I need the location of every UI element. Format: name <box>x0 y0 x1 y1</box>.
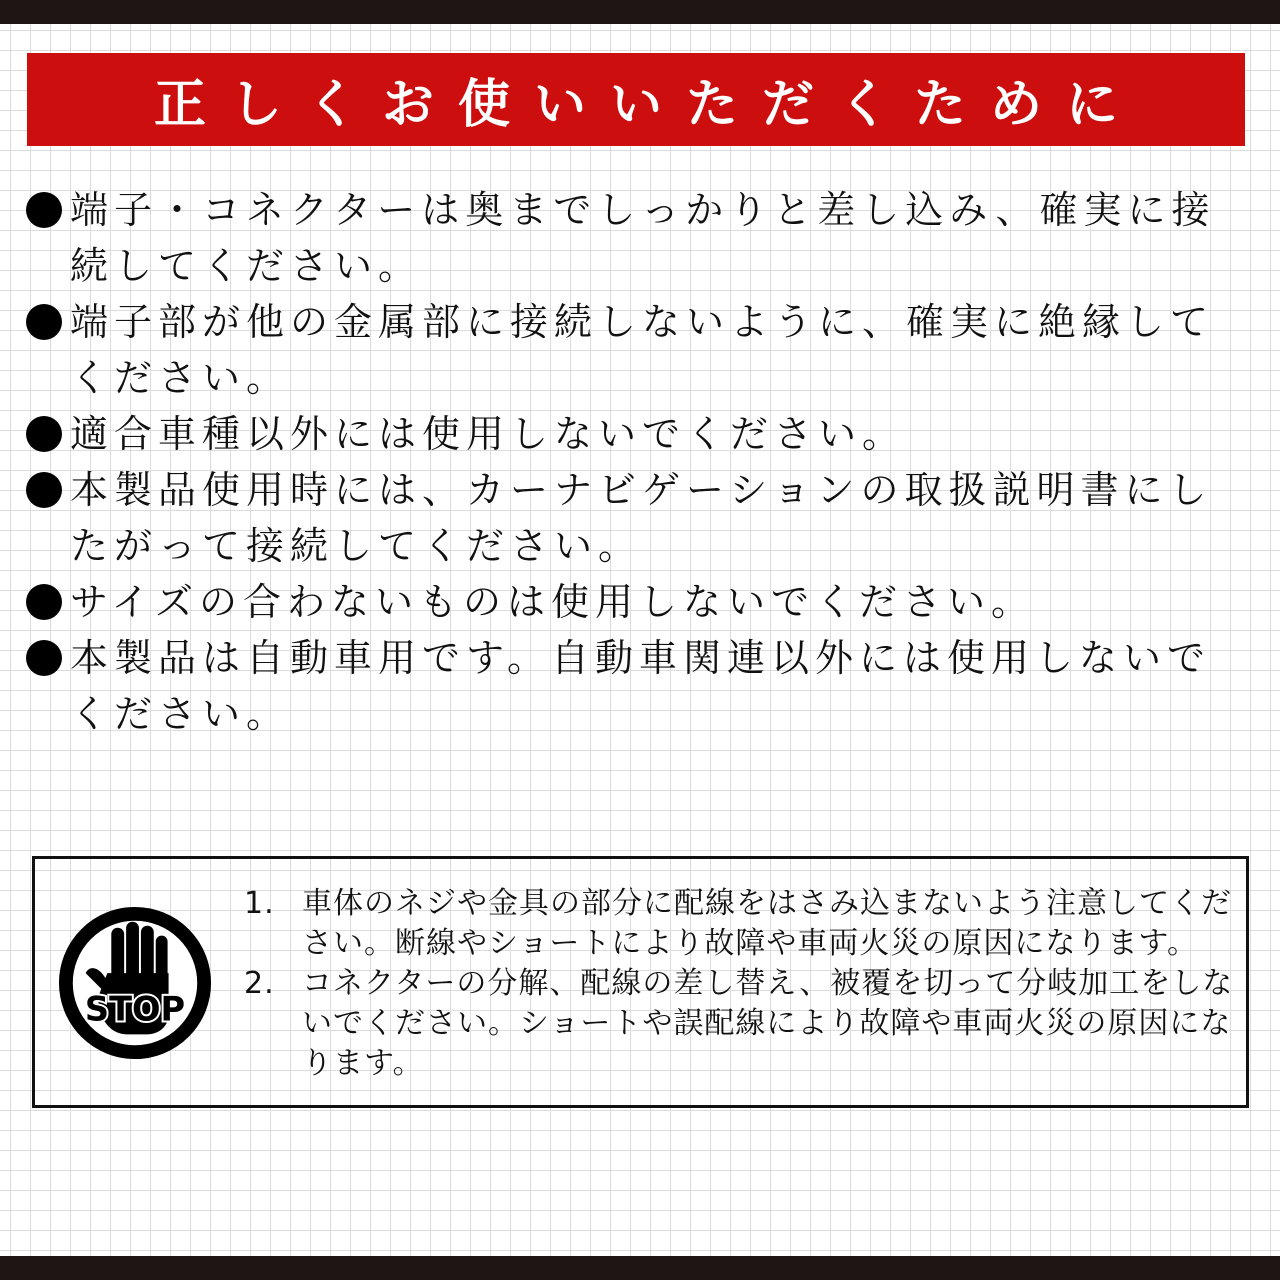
note-text: サイズの合わないものは使用しないでください。 <box>70 580 1035 624</box>
bottom-border-bar <box>0 1256 1280 1280</box>
top-border-bar <box>0 0 1280 24</box>
caution-text: コネクターの分解、配線の差し替え、被覆を切って分岐加工をしないでください。ショートや誤配線により故障や車両火災の原因になります。 <box>302 966 1234 1081</box>
list-item <box>26 630 1246 742</box>
bullet-icon <box>26 406 70 462</box>
note-text: 端子部が他の金属部に接続しないように、確実に絶縁してください。 <box>70 300 1215 400</box>
bullet-icon <box>26 574 70 630</box>
page-title: 正しくお使いいただくために <box>153 75 1142 135</box>
list-item <box>26 462 1246 574</box>
caution-number: 2. <box>244 966 275 1001</box>
caution-list <box>244 884 1244 1084</box>
list-item <box>26 182 1246 294</box>
bullet-icon <box>26 630 70 686</box>
bullet-icon <box>26 182 70 238</box>
header-banner <box>27 53 1245 146</box>
stop-hand-icon <box>56 904 214 1062</box>
usage-notes-list <box>26 182 1246 742</box>
note-text: 本製品は自動車用です。自動車関連以外には使用しないでください。 <box>70 636 1211 736</box>
bullet-icon <box>26 294 70 350</box>
note-text: 適合車種以外には使用しないでください。 <box>70 412 907 456</box>
caution-number: 1. <box>244 886 275 921</box>
bullet-icon <box>26 462 70 518</box>
list-item <box>26 406 1246 462</box>
note-text: 端子・コネクターは奥までしっかりと差し込み、確実に接続してください。 <box>70 188 1216 288</box>
list-item <box>244 884 1244 964</box>
stop-label: STOP <box>84 989 186 1029</box>
list-item <box>244 964 1244 1084</box>
list-item <box>26 294 1246 406</box>
list-item <box>26 574 1246 630</box>
note-text: 本製品使用時には、カーナビゲーションの取扱説明書にしたがって接続してください。 <box>70 468 1213 568</box>
caution-text: 車体のネジや金具の部分に配線をはさみ込まないよう注意してください。断線やショートにより故障や車両火災の原因になります。 <box>302 886 1232 961</box>
